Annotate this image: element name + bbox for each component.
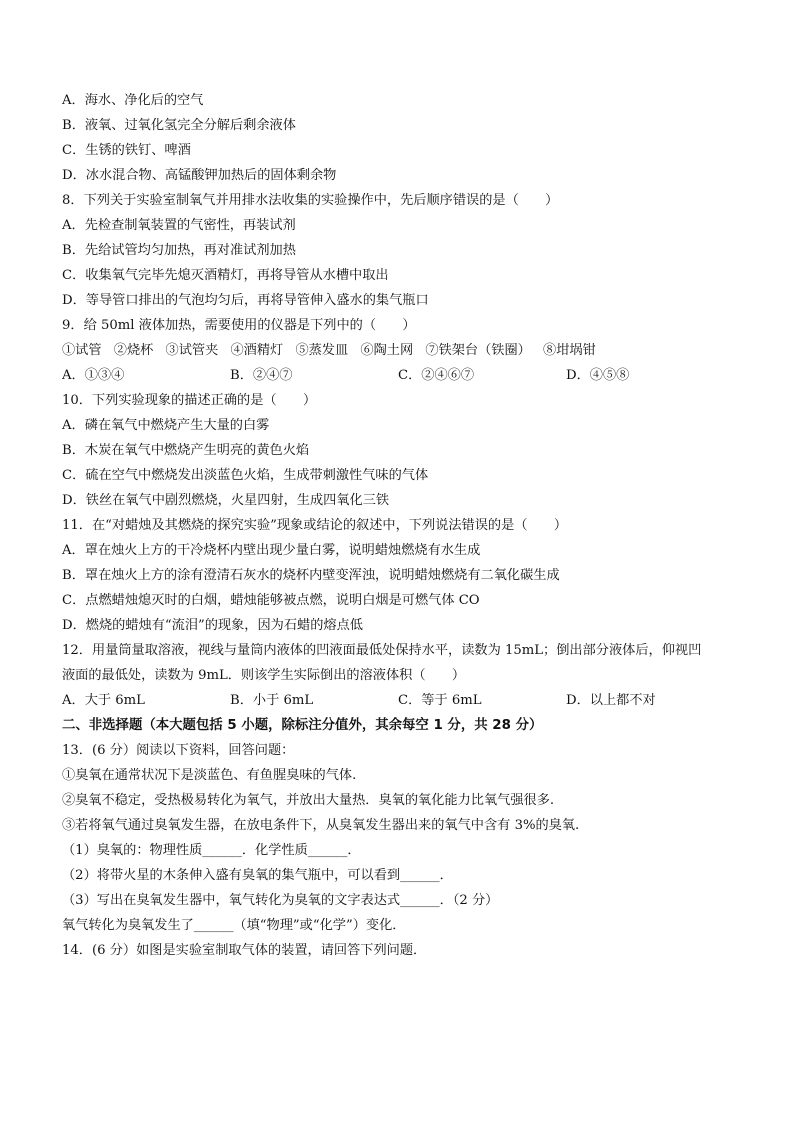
q9-item: ③试管夹 xyxy=(165,343,219,358)
exam-page xyxy=(62,88,734,963)
q9-item: ①试管 xyxy=(62,343,102,358)
q7-option-b: B．液氧、过氧化氢完全分解后剩余液体 xyxy=(62,118,296,133)
q12-option-d: D．以上都不对 xyxy=(566,693,656,708)
q10-option-b: B．木炭在氧气中燃烧产生明亮的黄色火焰 xyxy=(62,443,310,458)
q12-option-c: C．等于 6mL xyxy=(398,693,482,708)
q11-option-c: C．点燃蜡烛熄灭时的白烟，蜡烛能够被点燃，说明白烟是可燃气体 CO xyxy=(62,593,480,608)
q9-item: ②烧杯 xyxy=(113,343,154,358)
q8-stem: 8．下列关于实验室制氧气并用排水法收集的实验操作中，先后顺序错误的是（ ） xyxy=(62,193,559,208)
q13-sub-2: （2）将带火星的木条伸入盛有臭氧的集气瓶中，可以看到______． xyxy=(62,868,453,883)
q12-option-b: B．小于 6mL xyxy=(230,693,314,708)
q13-material-1: ①臭氧在通常状况下是淡蓝色、有鱼腥臭味的气体. xyxy=(62,768,357,783)
q13-sub-3: （3）写出在臭氧发生器中，氧气转化为臭氧的文字表达式______．（2 分） xyxy=(62,893,499,908)
q12-stem-line1: 12．用量筒量取溶液，视线与量筒内液体的凹液面最低处保持水平，读数为 15mL；倒出部分液体后，仰视凹 xyxy=(62,643,702,658)
q8-option-a: A．先检查制氧装置的气密性，再装试剂 xyxy=(62,218,296,233)
q8-option-b: B．先给试管均匀加热，再对准试剂加热 xyxy=(62,243,296,258)
q9-item: ⑦铁架台（铁圈） xyxy=(425,343,531,358)
q10-stem: 10．下列实验现象的描述正确的是（ ） xyxy=(62,393,317,408)
q9-option-a: A．①③④ xyxy=(62,368,125,383)
q9-option-d: D．④⑤⑧ xyxy=(566,368,630,383)
q11-option-b: B．罩在烛火上方的涂有澄清石灰水的烧杯内壁变浑浊，说明蜡烛燃烧有二氧化碳生成 xyxy=(62,568,560,583)
q11-option-a: A．罩在烛火上方的干冷烧杯内壁出现少量白雾，说明蜡烛燃烧有水生成 xyxy=(62,543,481,558)
q8-option-d: D．等导管口排出的气泡均匀后，再将导管伸入盛水的集气瓶口 xyxy=(62,293,429,308)
q10-option-d: D．铁丝在氧气中剧烈燃烧，火星四射，生成四氧化三铁 xyxy=(62,493,390,508)
q9-item: ⑥陶土网 xyxy=(360,343,414,358)
q11-option-d: D．燃烧的蜡烛有“流泪”的现象，因为石蜡的熔点低 xyxy=(62,618,363,633)
q9-item: ④酒精灯 xyxy=(230,343,284,358)
q12-stem-line2: 液面的最低处，读数为 9mL．则该学生实际倒出的溶液体积（ ） xyxy=(62,668,466,683)
q9-item: ⑤蒸发皿 xyxy=(295,343,349,358)
q13-sub-3b: 氧气转化为臭氧发生了______（填“物理”或“化学”）变化． xyxy=(62,918,406,933)
q12-options xyxy=(62,688,734,713)
q9-option-c: C．②④⑥⑦ xyxy=(398,368,475,383)
q10-option-a: A．磷在氧气中燃烧产生大量的白雾 xyxy=(62,418,270,433)
q11-stem: 11．在“对蜡烛及其燃烧的探究实验”现象或结论的叙述中，下列说法错误的是（ ） xyxy=(62,518,568,533)
q9-item: ⑧坩埚钳 xyxy=(543,343,596,358)
q9-stem: 9．给 50ml 液体加热，需要使用的仪器是下列中的（ ） xyxy=(62,318,416,333)
q7-option-d: D．冰水混合物、高锰酸钾加热后的固体剩余物 xyxy=(62,168,337,183)
section-2-title: 二、非选择题（本大题包括 5 小题，除标注分值外，其余每空 1 分，共 28 分） xyxy=(62,718,543,733)
q13-material-2: ②臭氧不稳定，受热极易转化为氧气，并放出大量热．臭氧的氧化能力比氧气强很多. xyxy=(62,793,555,808)
q7-option-c: C．生锈的铁钉、啤酒 xyxy=(62,143,191,158)
q9-instrument-list xyxy=(62,338,734,363)
q13-material-3: ③若将氧气通过臭氧发生器，在放电条件下，从臭氧发生器出来的氧气中含有 3%的臭氧. xyxy=(62,818,580,833)
q7-option-a: A．海水、净化后的空气 xyxy=(62,93,204,108)
q9-options xyxy=(62,363,734,388)
q13-stem: 13．(6 分）阅读以下资料，回答问题： xyxy=(62,743,295,758)
q14-stem: 14．(6 分）如图是实验室制取气体的装置，请回答下列问题． xyxy=(62,943,427,958)
q9-option-b: B．②④⑦ xyxy=(230,368,293,383)
q10-option-c: C．硫在空气中燃烧发出淡蓝色火焰，生成带刺激性气味的气体 xyxy=(62,468,429,483)
q8-option-c: C．收集氧气完毕先熄灭酒精灯，再将导管从水槽中取出 xyxy=(62,268,389,283)
q13-sub-1: （1）臭氧的：物理性质______．化学性质______． xyxy=(62,843,361,858)
q12-option-a: A．大于 6mL xyxy=(62,693,145,708)
